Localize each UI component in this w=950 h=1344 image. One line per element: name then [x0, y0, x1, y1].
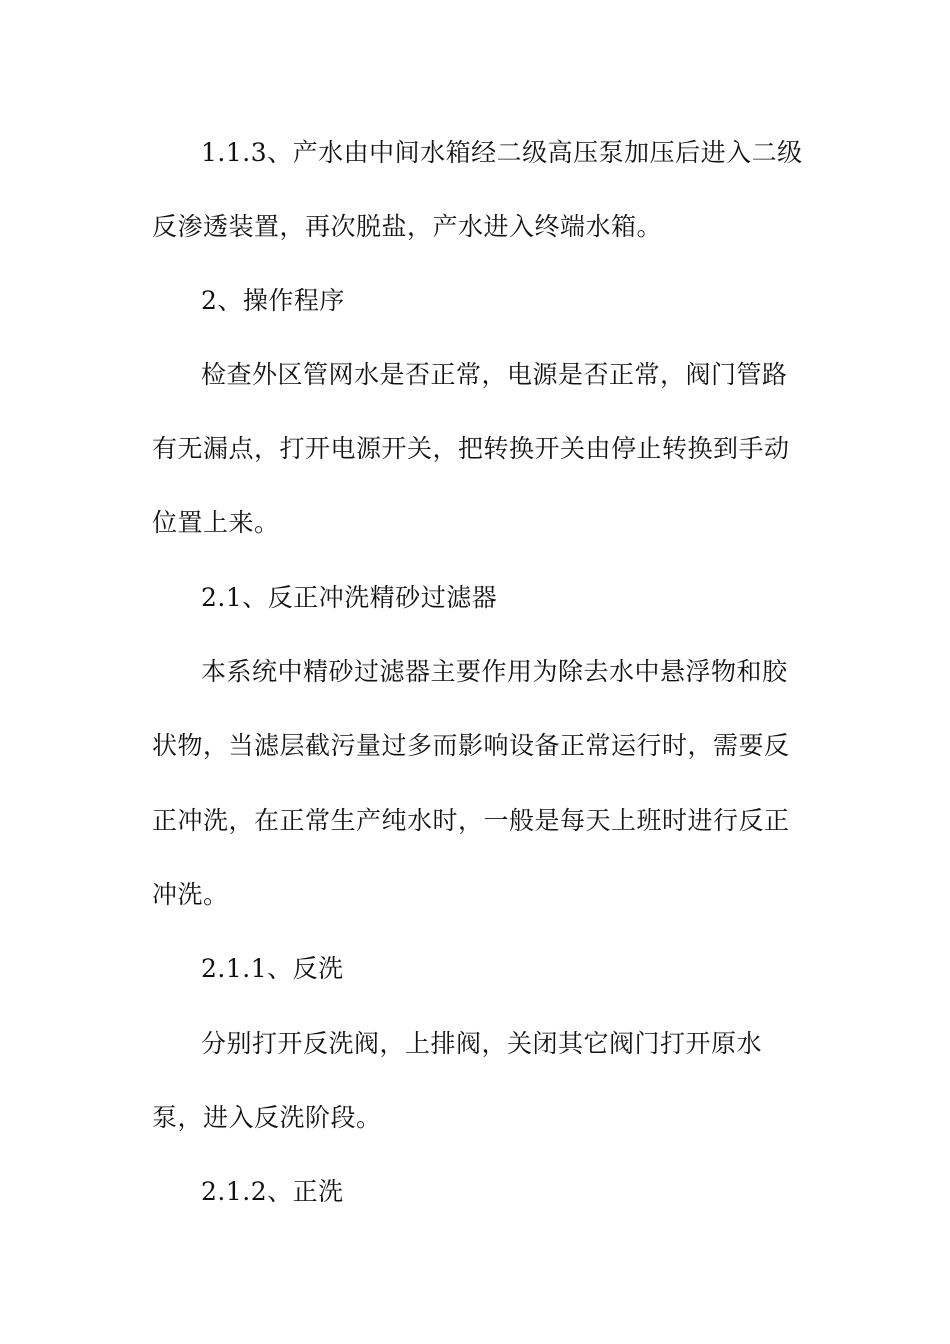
heading-operation-procedure: 2、操作程序 — [201, 286, 345, 315]
para-3-line-1: 本系统中精砂过滤器主要作用为除去水中悬浮物和胶 — [201, 657, 788, 686]
para-2-line-2: 有无漏点，打开电源开关，把转换开关由停止转换到手动 — [152, 434, 790, 463]
para-4-line-1: 分别打开反洗阀，上排阀，关闭其它阀门打开原水 — [201, 1029, 763, 1058]
heading-backwash: 2.1.1、反洗 — [201, 954, 344, 983]
heading-forward-wash: 2.1.2、正洗 — [201, 1177, 344, 1206]
para-2-line-3: 位置上来。 — [152, 508, 280, 537]
para-3-line-2: 状物，当滤层截污量过多而影响设备正常运行时，需要反 — [152, 731, 790, 760]
para-3-line-4: 冲洗。 — [152, 880, 229, 909]
heading-backwash-filter: 2.1、反正冲洗精砂过滤器 — [201, 583, 498, 612]
para-1-line-1: 1.1.3、产水由中间水箱经二级高压泵加压后进入二级 — [201, 138, 803, 167]
para-4-line-2: 泵，进入反洗阶段。 — [152, 1103, 382, 1132]
para-3-line-3: 正冲洗，在正常生产纯水时，一般是每天上班时进行反正 — [152, 806, 790, 835]
para-2-line-1: 检查外区管网水是否正常，电源是否正常，阀门管路 — [201, 360, 788, 389]
para-1-line-2: 反渗透装置，再次脱盐，产水进入终端水箱。 — [152, 212, 663, 241]
